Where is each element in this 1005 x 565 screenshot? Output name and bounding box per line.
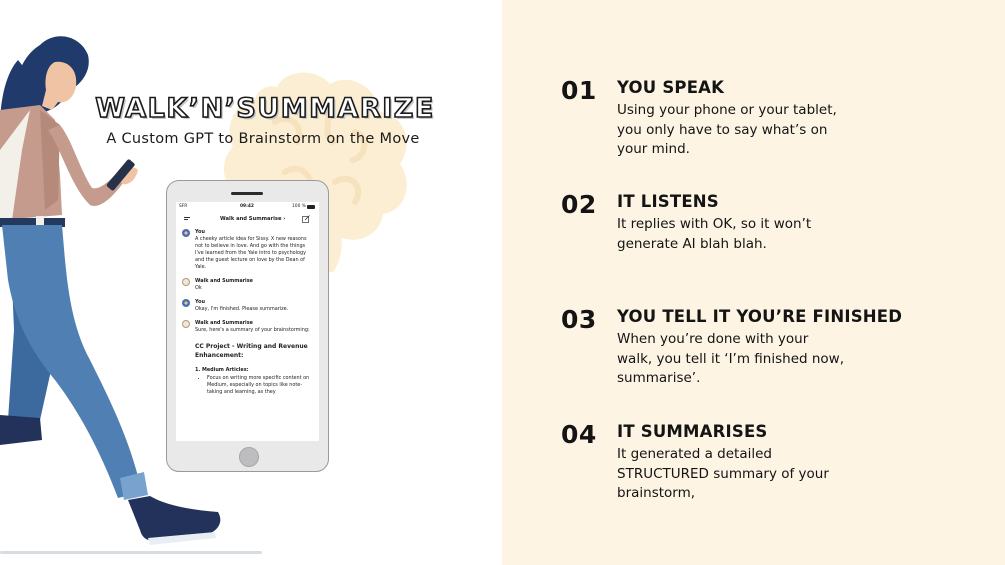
message-text: Okay, I'm finished. Please summarize. bbox=[195, 306, 289, 312]
summary-item: 1. Medium Articles: bbox=[195, 367, 249, 373]
gpt-avatar bbox=[182, 320, 190, 328]
step-number: 04 bbox=[561, 420, 597, 449]
user-avatar bbox=[182, 229, 190, 237]
message-text: Ok bbox=[195, 285, 202, 291]
step-number: 03 bbox=[561, 305, 597, 334]
gpt-avatar bbox=[182, 278, 190, 286]
message-author: You bbox=[195, 299, 205, 305]
new-chat-icon[interactable] bbox=[302, 215, 310, 223]
step-body: It replies with OK, so it won’t generate AI blah blah. bbox=[617, 216, 812, 252]
battery-icon bbox=[307, 205, 315, 209]
chat-message bbox=[176, 299, 319, 313]
message-author: Walk and Summarise bbox=[195, 320, 253, 326]
summary-heading: CC Project - Writing and Revenue Enhancement: bbox=[195, 343, 308, 359]
message-text: A cheeky article idea for Sissy. X new reasons not to believe in love. And go with the things I've learned from the Yale intro to psychology and the guest lecture on love by the Dean of Yale. bbox=[195, 236, 307, 270]
status-bar bbox=[176, 204, 319, 212]
summary-bullets bbox=[201, 375, 313, 396]
message-author: Walk and Summarise bbox=[195, 278, 253, 284]
hero-title: WALK’N’SUMMARIZE bbox=[95, 93, 435, 124]
step-body: Using your phone or your tablet, you only have to say what’s on your mind. bbox=[617, 102, 837, 157]
message-author: You bbox=[195, 229, 205, 235]
phone-screen bbox=[176, 202, 319, 441]
phone-speaker bbox=[231, 192, 263, 195]
phone-mockup bbox=[166, 180, 329, 472]
battery-percent: 100 % bbox=[292, 204, 306, 209]
message-text: Sure, here's a summary of your brainstorming: bbox=[195, 327, 310, 333]
step-heading: YOU TELL IT YOU’RE FINISHED bbox=[617, 307, 903, 326]
chat-message bbox=[176, 320, 319, 396]
step-heading: YOU SPEAK bbox=[617, 78, 725, 97]
step-number: 01 bbox=[561, 76, 597, 105]
hero-subtitle: A Custom GPT to Brainstorm on the Move bbox=[106, 131, 420, 147]
step-heading: IT LISTENS bbox=[617, 192, 719, 211]
hero-panel bbox=[0, 0, 502, 565]
summary-bullet: • Focus on writing more specific content on Medium, especially on topics like note-taking and learning, as they bbox=[207, 375, 313, 396]
chat-title[interactable]: Walk and Summarise › bbox=[220, 216, 286, 222]
menu-icon[interactable] bbox=[184, 217, 190, 221]
user-avatar bbox=[182, 299, 190, 307]
step-body: It generated a detailed STRUCTURED summary of your brainstorm, bbox=[617, 446, 829, 501]
status-time: 09:42 bbox=[240, 204, 254, 209]
chat-nav-bar bbox=[176, 215, 319, 225]
step-number: 02 bbox=[561, 190, 597, 219]
home-button bbox=[239, 447, 259, 467]
chat-messages bbox=[176, 229, 319, 403]
carrier-label: SFR bbox=[179, 204, 188, 209]
chat-message bbox=[176, 278, 319, 292]
step-heading: IT SUMMARISES bbox=[617, 422, 768, 441]
step-body: When you’re done with your walk, you tell it ‘I’m finished now, summarise’. bbox=[617, 331, 845, 386]
chat-message bbox=[176, 229, 319, 271]
